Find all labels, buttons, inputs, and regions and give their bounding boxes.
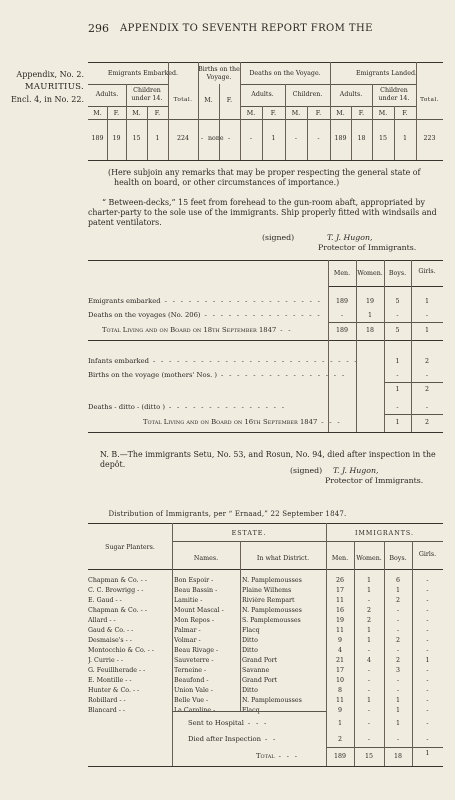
dist-row-9-women: 4 (366, 657, 371, 664)
dist-extra-died: Died after Inspection - - (188, 735, 278, 743)
sum-header-girls: Girls. (418, 268, 436, 275)
dist-row-8-women: - (367, 647, 371, 654)
sum-4-girls: 2 (424, 358, 429, 365)
t1-land-adults-m: 189 (334, 135, 347, 142)
dist-total-girls: 1 (425, 750, 430, 757)
dist-row-10-women: - (367, 667, 371, 674)
emigrants-table (88, 62, 443, 172)
t1-death-adults-m: - (249, 135, 253, 142)
dist-row-5-planter: Allard - - (88, 617, 116, 624)
t1-emb-adults-f: 19 (112, 135, 121, 142)
dist-row-13-boys: 1 (395, 697, 400, 704)
dist-row-7-planter: Desmaise's - - (88, 637, 132, 644)
dist-row-4-boys: - (396, 607, 400, 614)
sub-children: Children under 14. (131, 87, 163, 102)
sub-births-f: F. (226, 97, 233, 104)
t1-land-total: 223 (423, 135, 436, 142)
dist-row-11-district: Grand Port (242, 677, 278, 684)
sum-row-3: Total Living and on Board on 18th September 1847 - - (102, 326, 293, 334)
remarks-instruction: (Here subjoin any remarks that may be proper respecting the general state of health on board, or other circumstances of importance.) (108, 168, 421, 188)
dist-row-8-district: Ditto (242, 647, 258, 654)
dist-total-boys: 18 (393, 753, 402, 760)
sum-3-boys: 5 (395, 327, 400, 334)
dist-row-1-estate-name: Bon Espoir - (174, 577, 214, 584)
mf-f5: F. (358, 110, 365, 117)
dist-row-3-estate-name: Lamitie - (174, 597, 203, 604)
dist-row-13-men: 11 (335, 697, 344, 704)
dist-header-women: Women. (356, 555, 382, 562)
mf-m3: M. (246, 110, 256, 117)
dist-row-3-men: 11 (335, 597, 344, 604)
dist-hospital-boys: 1 (395, 720, 400, 727)
dist-row-6-men: 11 (335, 627, 344, 634)
dist-row-12-women: - (367, 687, 371, 694)
dist-row-12-men: 8 (337, 687, 342, 694)
mf-f3: F. (270, 110, 277, 117)
mf-f4: F. (315, 110, 322, 117)
dist-row-9-district: Grand Port (242, 657, 278, 664)
dist-row-10-men: 17 (335, 667, 344, 674)
dist-row-14-women: - (367, 707, 371, 714)
dist-row-7-men: 9 (337, 637, 342, 644)
dist-row-6-women: 1 (366, 627, 371, 634)
sum-1-girls: 1 (424, 298, 429, 305)
t1-emb-child-f: 1 (155, 135, 160, 142)
sum-2-men: - (340, 312, 344, 319)
dist-row-13-estate-name: Belle Vue - (174, 697, 209, 704)
mf-f1: F. (113, 110, 120, 117)
sub-land-adults: Adults. (339, 91, 363, 98)
dist-row-7-estate-name: Volmar - (174, 637, 201, 644)
dist-row-3-district: Rivière Rempart (242, 597, 295, 604)
sum-3-men: 189 (335, 327, 349, 334)
dist-row-6-boys: - (396, 627, 400, 634)
dist-row-2-men: 17 (335, 587, 344, 594)
dist-row-8-girls: - (426, 647, 429, 654)
group-landed: Emigrants Landed. (356, 70, 417, 77)
dist-row-14-planter: Blancard - - (88, 707, 126, 714)
sub-land-total: Total. (420, 97, 439, 103)
dist-hospital-men: 1 (337, 720, 342, 727)
dist-row-5-girls: - (426, 617, 429, 624)
dist-row-4-men: 16 (335, 607, 344, 614)
dist-row-14-district: Flacq (242, 707, 260, 714)
sum-7-girls: - (425, 404, 429, 411)
dist-row-14-boys: 1 (395, 707, 400, 714)
dist-row-11-girls: - (426, 677, 429, 684)
summary-table (88, 260, 443, 440)
sub-adults: Adults. (95, 91, 119, 98)
nb-note: N. B.—The immigrants Setu, No. 53, and Rosun, No. 94, died after inspection in the depôt. (100, 450, 436, 470)
t1-births-f2: - (228, 135, 231, 142)
sum-8-girls: 2 (424, 419, 429, 426)
dist-row-10-girls: - (426, 667, 429, 674)
dist-row-10-estate-name: Terneine - (174, 667, 207, 674)
sub-death-children: Children. (292, 91, 323, 98)
dist-row-5-district: S. Pamplemousses (242, 617, 301, 624)
dist-row-12-district: Ditto (242, 687, 258, 694)
page-number: 296 (88, 22, 109, 35)
dist-row-9-boys: 2 (395, 657, 400, 664)
mf-m4: M. (291, 110, 301, 117)
sum-5-boys: - (396, 372, 399, 379)
dist-row-3-women: - (367, 597, 371, 604)
dist-row-5-boys: - (396, 617, 400, 624)
dist-row-2-women: 1 (366, 587, 371, 594)
sum-6-boys: 1 (395, 386, 400, 393)
sum-2-boys: - (396, 312, 399, 319)
sub-births-m: M. (204, 97, 213, 104)
t1-emb-adults-m: 189 (91, 135, 104, 142)
margin-enclosure: Encl. 4, in No. 22. (10, 95, 84, 104)
dist-row-12-estate-name: Union Vale - (174, 687, 213, 694)
dist-row-7-boys: 2 (395, 637, 400, 644)
group-embarked: Emigrants Embarked. (107, 70, 179, 77)
dist-row-2-estate-name: Beau Bassin - (174, 587, 218, 594)
margin-colony: MAURITIUS. (24, 82, 84, 92)
dist-row-1-women: 1 (366, 577, 371, 584)
dist-row-11-women: - (367, 677, 371, 684)
t1-land-child-f: 1 (402, 135, 407, 142)
sum-5-girls: - (425, 372, 429, 379)
dist-row-11-boys: - (396, 677, 400, 684)
signature-title-1: Protector of Immigrants. (318, 243, 417, 252)
dist-row-2-planter: C. C. Browrigg - - (88, 587, 144, 594)
sum-row-1: Emigrants embarked - - - - - - - - - - - - - - - - - - - - (88, 297, 322, 305)
dist-header-girls: Girls. (418, 551, 437, 558)
dist-row-9-men: 21 (335, 657, 344, 664)
t1-births-m: - (201, 135, 204, 142)
dist-row-7-district: Ditto (242, 637, 258, 644)
sub-land-children: Children under 14. (378, 87, 410, 102)
dist-hospital-girls: - (426, 720, 429, 727)
dist-hospital-women: - (367, 720, 371, 727)
dist-row-5-women: 2 (366, 617, 371, 624)
dist-died-boys: - (396, 736, 400, 743)
signature-name-2: T. J. Hugon, (333, 466, 379, 475)
dist-row-3-girls: - (426, 597, 429, 604)
dist-row-9-girls: 1 (425, 657, 430, 664)
dist-total-label: Total - - - (256, 752, 299, 760)
t1-land-child-m: 15 (378, 135, 387, 142)
dist-row-13-girls: - (426, 697, 429, 704)
dist-total-women: 15 (364, 753, 373, 760)
sum-header-boys: Boys. (388, 270, 407, 277)
sum-2-girls: - (425, 312, 429, 319)
dist-row-14-estate-name: La Caroline - (174, 707, 216, 714)
t1-emb-child-m: 15 (132, 135, 141, 142)
t1-emb-total: 224 (176, 135, 190, 142)
distribution-title: Distribution of Immigrants, per “ Ernaad,” 22 September 1847. (108, 510, 347, 518)
signature-signed-2: (signed) (290, 466, 323, 475)
dist-header-district: In what District. (256, 555, 310, 562)
dist-row-11-men: 10 (335, 677, 344, 684)
sum-header-men: Men. (333, 270, 351, 277)
dist-row-11-planter: E. Montille - - (88, 677, 132, 684)
dist-row-8-boys: - (396, 647, 400, 654)
dist-header-immigrants: IMMIGRANTS. (355, 530, 414, 537)
sum-1-men: 189 (335, 298, 349, 305)
dist-row-8-planter: Montocchio & Co. - - (88, 647, 154, 654)
group-deaths: Deaths on the Voyage. (249, 70, 321, 77)
dist-row-1-planter: Chapman & Co. - - (88, 577, 147, 584)
dist-row-12-girls: - (426, 687, 429, 694)
dist-row-13-planter: Robillard - - (88, 697, 126, 704)
dist-row-14-men: 9 (337, 707, 342, 714)
sum-7-boys: - (396, 404, 399, 411)
sum-header-women: Women. (357, 270, 383, 277)
t1-births-f: none (208, 135, 224, 142)
dist-row-13-women: 1 (366, 697, 371, 704)
sum-row-2: Deaths on the voyages (No. 206) - - - - - - - - - - - - - - - (88, 311, 322, 319)
sub-total: Total. (173, 97, 193, 103)
t1-death-adults-f: 1 (271, 135, 276, 142)
sum-1-boys: 5 (395, 298, 400, 305)
dist-row-6-girls: - (426, 627, 429, 634)
running-header (0, 22, 455, 36)
dist-row-5-men: 19 (335, 617, 344, 624)
distribution-table (88, 523, 443, 783)
signature-title-2: Protector of Immigrants. (325, 476, 424, 485)
t1-death-child-m: - (294, 135, 298, 142)
sum-row-8: Total Living and on Board on 16th September 1847 - - - (143, 418, 342, 426)
dist-row-4-planter: Chapman & Co. - - (88, 607, 147, 614)
dist-row-6-district: Flacq (242, 627, 260, 634)
dist-row-9-planter: J. Currie - - (88, 657, 123, 664)
sum-4-boys: 1 (395, 358, 400, 365)
sum-8-boys: 1 (395, 419, 400, 426)
dist-row-10-boys: 3 (395, 667, 400, 674)
dist-header-boys: Boys. (389, 555, 407, 562)
margin-appendix: Appendix, No. 2. (16, 70, 84, 79)
dist-row-4-women: 2 (366, 607, 371, 614)
running-title: APPENDIX TO SEVENTH REPORT FROM THE (120, 23, 373, 34)
sum-row-4: Infants embarked - - - - - - - - - - - - - - - - - - - - - - - - - - (88, 357, 359, 365)
sum-2-women: 1 (367, 312, 372, 319)
t1-land-adults-f: 18 (357, 135, 366, 142)
dist-row-10-planter: G. Feuillherade - - (88, 667, 146, 674)
dist-died-women: - (367, 736, 371, 743)
dist-row-1-district: N. Pamplemousses (242, 577, 302, 584)
dist-row-6-estate-name: Palmar - (174, 627, 201, 634)
dist-row-3-boys: 2 (395, 597, 400, 604)
dist-header-men: Men. (331, 555, 349, 562)
dist-header-names: Names. (193, 555, 219, 562)
remarks-text: “ Between-decks,” 15 feet from forehead to the gun-room abaft, appropriated by charter-party to the sole use of the immigrants. Ship properly fitted with windsails and patent ventilators. (88, 198, 437, 228)
dist-extra-hospital: Sent to Hospital - - - (188, 719, 269, 727)
sum-6-girls: 2 (424, 386, 429, 393)
sum-row-5: Births on the voyage (mothers' Nos. ) - - - - - - - - - - - - - - - - (88, 371, 346, 379)
dist-row-3-planter: E. Gaud - - (88, 597, 122, 604)
dist-row-6-planter: Gaud & Co. - - (88, 627, 134, 634)
signature-name-1: T. J. Hugon, (327, 233, 373, 242)
dist-row-1-men: 26 (335, 577, 344, 584)
dist-died-men: 2 (337, 736, 342, 743)
dist-row-9-estate-name: Sauveterre - (174, 657, 214, 664)
sum-3-women: 18 (365, 327, 374, 334)
dist-row-5-estate-name: Mon Repos - (174, 617, 214, 624)
dist-row-2-district: Plaine Wilhems (242, 587, 292, 594)
mf-m5: M. (336, 110, 345, 117)
dist-row-2-boys: 1 (395, 587, 400, 594)
signature-signed-1: (signed) (262, 233, 295, 242)
sum-row-7: Deaths - ditto - (ditto ) - - - - - - - - - - - - - - - (88, 403, 286, 411)
dist-row-10-district: Savanne (242, 667, 270, 674)
sum-1-women: 19 (365, 298, 374, 305)
dist-row-1-girls: - (426, 577, 429, 584)
dist-row-8-men: 4 (337, 647, 342, 654)
dist-row-7-women: 1 (366, 637, 371, 644)
mf-f6: F. (402, 110, 408, 117)
mf-m6: M. (378, 110, 388, 117)
dist-died-girls: - (426, 736, 429, 743)
dist-row-13-district: N. Pamplemousses (242, 697, 302, 704)
dist-row-8-estate-name: Beau Rivage - (174, 647, 219, 654)
t1-death-child-f: - (317, 135, 320, 142)
mf-m2: M. (132, 110, 141, 117)
dist-row-2-girls: - (426, 587, 429, 594)
sum-3-girls: 1 (424, 327, 429, 334)
sub-death-adults: Adults. (251, 91, 274, 98)
mf-f2: F. (154, 110, 161, 117)
dist-row-4-estate-name: Mount Mascal - (174, 607, 224, 614)
dist-row-7-girls: - (426, 637, 429, 644)
dist-row-11-estate-name: Beaufond - (174, 677, 209, 684)
dist-header-estate: ESTATE. (231, 530, 267, 537)
dist-row-4-girls: - (426, 607, 429, 614)
dist-row-12-boys: - (396, 687, 400, 694)
dist-row-14-girls: - (426, 707, 429, 714)
dist-total-men: 189 (333, 753, 347, 760)
group-births: Births on the Voyage. (198, 66, 240, 81)
dist-header-planters: Sugar Planters. (105, 544, 155, 551)
dist-row-4-district: N. Pamplemousses (242, 607, 302, 614)
mf-m1: M. (93, 110, 102, 117)
dist-row-12-planter: Hunter & Co. - - (88, 687, 140, 694)
dist-row-1-boys: 6 (395, 577, 400, 584)
